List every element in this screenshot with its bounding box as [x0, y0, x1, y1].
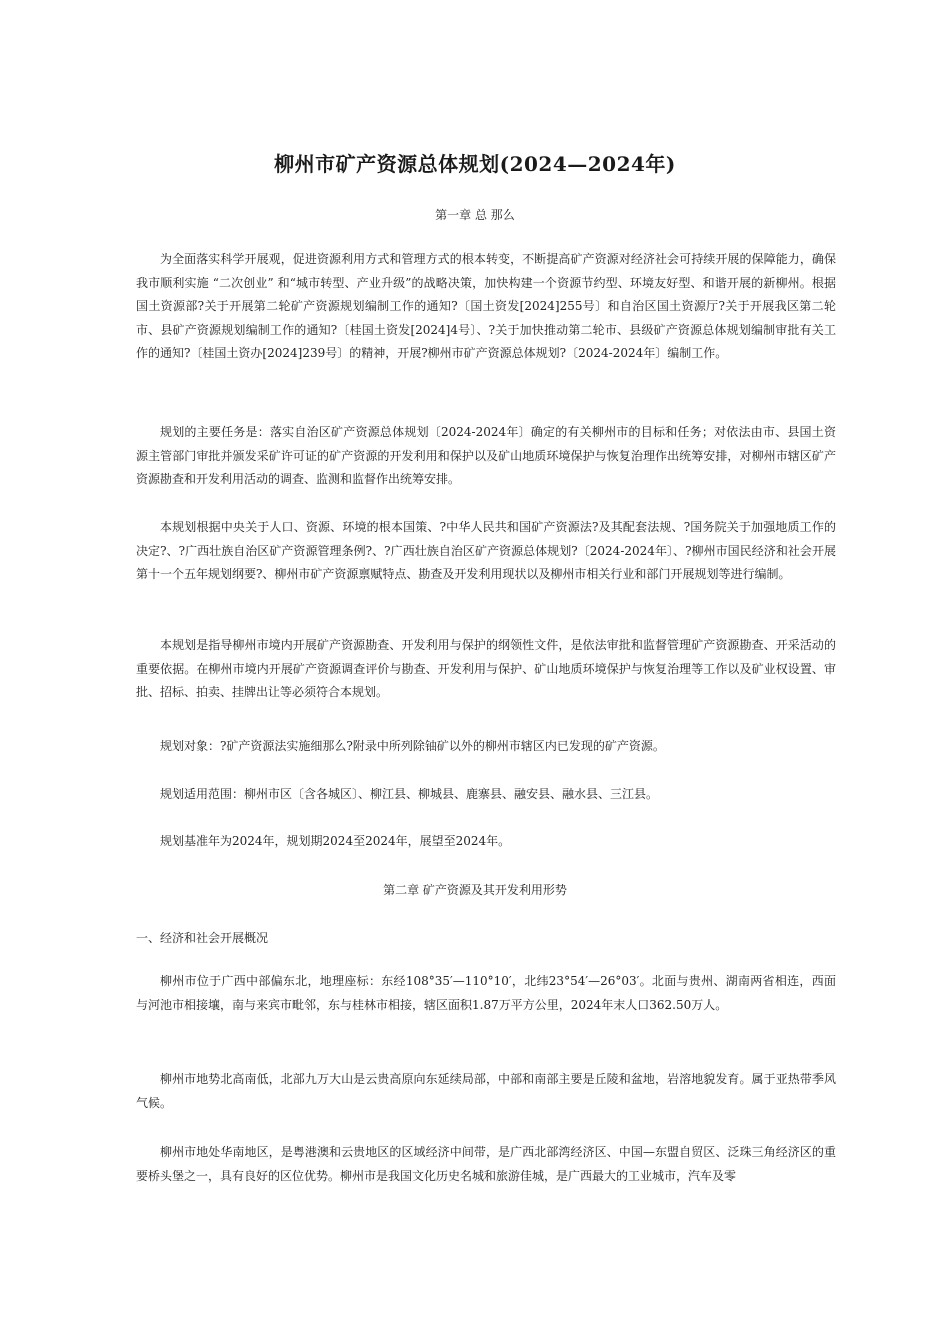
- chapter-2-heading: 第二章 矿产资源及其开发利用形势: [383, 883, 567, 897]
- chapter-1-heading: 第一章 总 那么: [435, 208, 515, 222]
- paragraph: 规划基准年为2024年，规划期2024至2024年，展望至2024年。: [160, 834, 511, 848]
- paragraph: 为全面落实科学开展观，促进资源利用方式和管理方式的根本转变，不断提高矿产资源对经济社会可持续开展的保障能力，确保我市顺利实施 “二次创业” 和“城市转型、产业升级”的战略决策，加快构建一个资源节约型、环境友好型、和谐开展的新柳州。根据国土资源部?关于开展第二轮矿产资源规划编制工作的通知?〔国土资发[2024]255号〕和自治区国土资源厅?关于开展我区第二轮市、县矿产资源规划编制工作的通知?〔桂国土资发[2024]4号〕、?关于加快推动第二轮市、县级矿产资源总体规划编制审批有关工作的通知?〔桂国土资办[2024]239号〕的精神，开展?柳州市矿产资源总体规划?〔2024-2024年〕编制工作。: [136, 252, 836, 360]
- paragraph: 本规划根据中央关于人口、资源、环境的根本国策、?中华人民共和国矿产资源法?及其配套法规、?国务院关于加强地质工作的决定?、?广西壮族自治区矿产资源管理条例?、?广西壮族自治区矿产资源总体规划?〔2024-2024年〕、?柳州市国民经济和社会开展第十一个五年规划纲要?、柳州市矿产资源禀赋特点、勘查及开发利用现状以及柳州市相关行业和部门开展规划等进行编制。: [136, 520, 836, 581]
- document-title: 柳州市矿产资源总体规划(2024—2024年): [274, 152, 676, 176]
- paragraph: 本规划是指导柳州市境内开展矿产资源勘查、开发利用与保护的纲领性文件，是依法审批和监督管理矿产资源勘查、开采活动的重要依据。在柳州市境内开展矿产资源调查评价与勘查、开发利用与保护、矿山地质环境保护与恢复治理等工作以及矿业权设置、审批、招标、拍卖、挂牌出让等必须符合本规划。: [136, 638, 836, 699]
- paragraph: 柳州市地处华南地区，是粤港澳和云贵地区的区域经济中间带，是广西北部湾经济区、中国—东盟自贸区、泛珠三角经济区的重要桥头堡之一，具有良好的区位优势。柳州市是我国文化历史名城和旅游佳城，是广西最大的工业城市，汽车及零: [136, 1145, 836, 1183]
- paragraph: 规划适用范围：柳州市区〔含各城区〕、柳江县、柳城县、鹿寨县、融安县、融水县、三江县。: [160, 787, 659, 801]
- section-heading: 一、经济和社会开展概况: [136, 931, 269, 945]
- paragraph: 规划的主要任务是：落实自治区矿产资源总体规划〔2024-2024年〕确定的有关柳州市的目标和任务；对依法由市、县国土资源主管部门审批并颁发采矿许可证的矿产资源的开发利用和保护以及矿山地质环境保护与恢复治理作出统筹安排，对柳州市辖区矿产资源勘查和开发利用活动的调查、监测和监督作出统筹安排。: [136, 425, 836, 486]
- paragraph: 规划对象：?矿产资源法实施细那么?附录中所列除铀矿以外的柳州市辖区内已发现的矿产资源。: [160, 739, 665, 753]
- paragraph: 柳州市地势北高南低，北部九万大山是云贵高原向东延续局部，中部和南部主要是丘陵和盆地，岩溶地貌发育。属于亚热带季风气候。: [136, 1072, 836, 1110]
- paragraph: 柳州市位于广西中部偏东北，地理座标：东经108°35′—110°10′，北纬23°54′—26°03′。北面与贵州、湖南两省相连，西面与河池市相接壤，南与来宾市毗邻，东与桂林市相接，辖区面积1.87万平方公里，2024年末人口362.50万人。: [136, 974, 836, 1012]
